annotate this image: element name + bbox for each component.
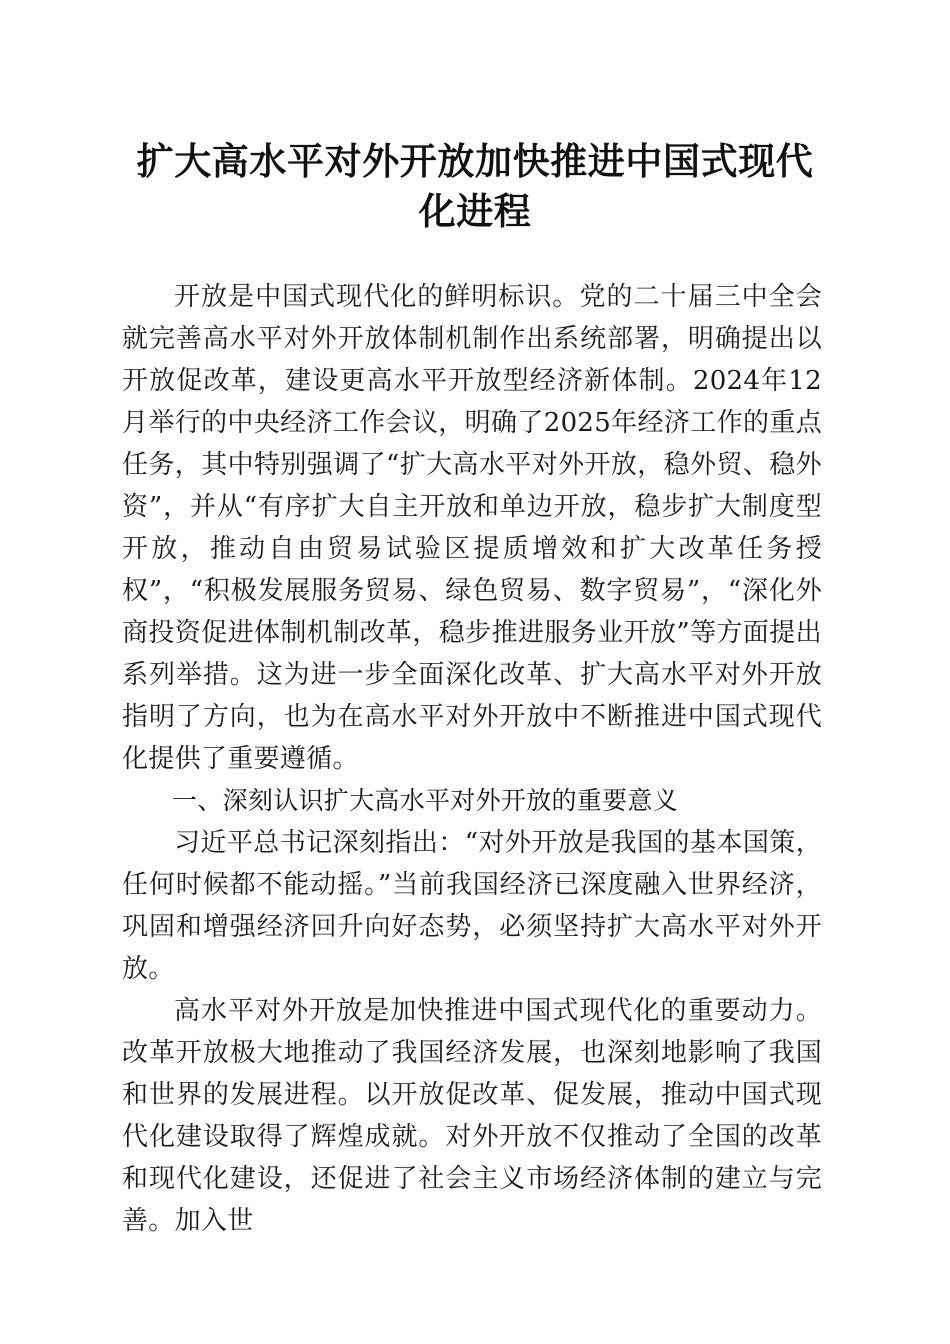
document-title: 扩大高水平对外开放加快推进中国式现代化进程 <box>136 139 814 233</box>
paragraph-intro: 开放是中国式现代化的鲜明标识。党的二十届三中全会就完善高水平对外开放体制机制作出系统部署，明确提出以开放促改革，建设更高水平开放型经济新体制。2024年12月举行的中央经济工作会议，明确了2025年经济工作的重点任务，其中特别强调了“扩大高水平对外开放，稳外贸、稳外资”，并从“有序扩大自主开放和单边开放，稳步扩大制度型开放，推动自由贸易试验区提质增效和扩大改革任务授权”，“积极发展服务贸易、绿色贸易、数字贸易”，“深化外商投资促进体制机制改革，稳步推进服务业开放”等方面提出系列举措。这为进一步全面深化改革、扩大高水平对外开放指明了方向，也为在高水平对外开放中不断推进中国式现代化提供了重要遵循。 <box>122 282 822 774</box>
section-heading: 一、深刻认识扩大高水平对外开放的重要意义 <box>172 786 679 815</box>
paragraph-quote: 习近平总书记深刻指出：“对外开放是我国的基本国策，任何时候都不能动摇。”当前我国经济已深度融入世界经济，巩固和增强经济回升向好态势，必须坚持扩大高水平对外开放。 <box>122 828 822 984</box>
document-body <box>122 276 822 1242</box>
paragraph-importance: 高水平对外开放是加快推进中国式现代化的重要动力。改革开放极大地推动了我国经济发展，也深刻地影响了我国和世界的发展进程。以开放促改革、促发展，推动中国式现代化建设取得了辉煌成就。对外开放不仅推动了全国的改革和现代化建设，还促进了社会主义市场经济体制的建立与完善。加入世 <box>122 996 822 1236</box>
